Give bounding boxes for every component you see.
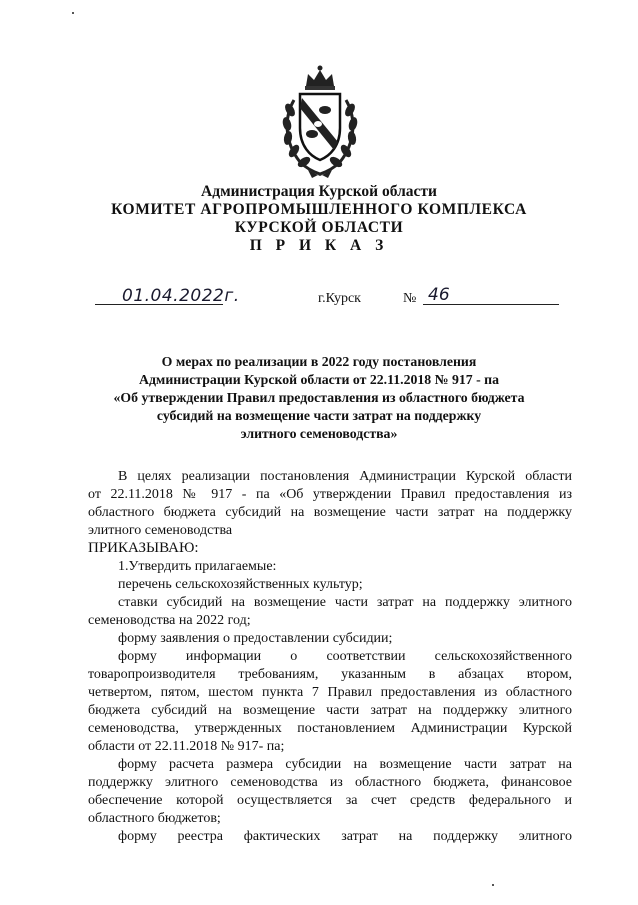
body-line: товаропроизводителя требованиям, указанным в абзацах втором, (88, 667, 572, 682)
issuer-region: КУРСКОЙ ОБЛАСТИ (234, 219, 404, 236)
list-item: форму расчета размера субсидии на возмещение части затрат на (118, 757, 572, 772)
order-title-line: субсидий на возмещение части затрат на поддержку (156, 408, 482, 423)
date-underline (95, 304, 223, 305)
body-line: обеспечение которой осуществляется за счет средств федерального и (88, 793, 572, 808)
body-line: бюджета субсидий на возмещение части затрат на поддержку элитного (88, 703, 572, 718)
list-item: форму заявления о предоставлении субсидии; (118, 631, 393, 646)
body-line: 1.Утвердить прилагаемые: (118, 559, 277, 574)
order-date: 01.04.2022г. (122, 286, 240, 306)
order-title-line: Администрации Курской области от 22.11.2018 № 917 - па (138, 372, 499, 387)
scan-speck (492, 884, 494, 886)
order-title-line: «Об утверждении Правил предоставления из областного бюджета (113, 390, 525, 405)
list-item: форму реестра фактических затрат на поддержку элитного (118, 829, 572, 844)
body-line: поддержку элитного семеноводства из областного бюджета, финансовое (88, 775, 572, 790)
order-number: 46 (428, 285, 450, 305)
issuer-administration: Администрация Курской области (201, 183, 437, 200)
body-line: семеноводства на 2022 год; (88, 613, 251, 628)
list-item: форму информации о соответствии сельскохозяйственного (118, 649, 572, 664)
body-line: от 22.11.2018 № 917 - па «Об утверждении Правил предоставления из (88, 487, 572, 502)
body-line: областного бюджетов; (88, 811, 221, 826)
number-underline (423, 304, 559, 305)
body-line: В целях реализации постановления Администрации Курской области (118, 469, 572, 484)
body-line: элитного семеноводства (88, 523, 233, 538)
scan-speck (72, 12, 74, 14)
body-line: областного бюджета субсидий на возмещение части затрат на поддержку (88, 505, 572, 520)
order-title-line: О мерах по реализации в 2022 году постановления (161, 354, 477, 369)
document-type: П Р И К А З (249, 237, 389, 254)
issuer-committee: КОМИТЕТ АГРОПРОМЫШЛЕННОГО КОМПЛЕКСА (111, 201, 527, 218)
order-directive: ПРИКАЗЫВАЮ: (88, 540, 199, 556)
list-item: перечень сельскохозяйственных культур; (118, 577, 363, 592)
order-city: г.Курск (318, 291, 361, 306)
body-line: семеноводства, утвержденных постановлением Администрации Курской (88, 721, 572, 736)
body-line: четвертом, пятом, шестом пункта 7 Правил предоставления из областного (88, 685, 572, 700)
order-title-line: элитного семеноводства» (240, 426, 398, 441)
number-sign: № (403, 291, 417, 306)
list-item: ставки субсидий на возмещение части затрат на поддержку элитного (118, 595, 572, 610)
kursk-coat-of-arms-icon (278, 62, 362, 180)
body-line: области от 22.11.2018 № 917- па; (88, 739, 285, 754)
